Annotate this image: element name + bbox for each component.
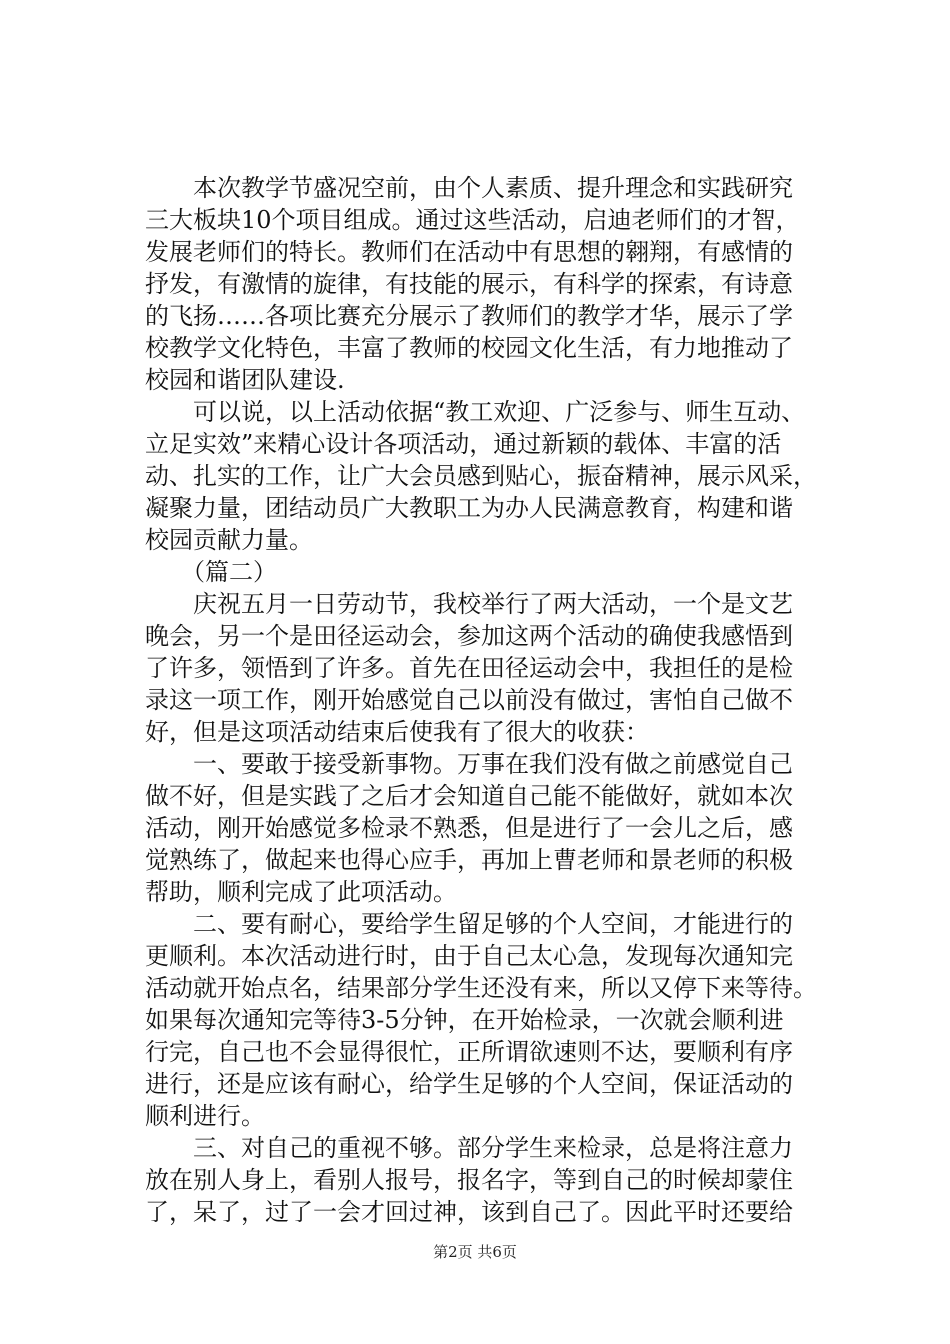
document-body: [145, 172, 835, 1228]
text-line: 顺利进行。: [145, 1102, 265, 1130]
text-line: 了许多，领悟到了许多。首先在田径运动会中，我担任的是检: [145, 654, 793, 682]
text-line: 行完，自己也不会显得很忙，正所谓欲速则不达，要顺利有序: [145, 1038, 793, 1066]
section-heading: （篇二）: [145, 558, 277, 586]
page-footer: 第2页 共6页: [433, 1243, 517, 1261]
text-line: 了，呆了，过了一会才回过神，该到自己了。因此平时还要给: [145, 1198, 793, 1226]
text-line: 活动就开始点名，结果部分学生还没有来，所以又停下来等待。: [145, 974, 817, 1002]
text-line: 校园和谐团队建设.: [145, 366, 345, 394]
text-line: 的飞扬……各项比赛充分展示了教师们的教学才华，展示了学: [145, 302, 793, 330]
text-line: 觉熟练了，做起来也得心应手，再加上曹老师和景老师的积极: [145, 846, 793, 874]
text-line: 录这一项工作，刚开始感觉自己以前没有做过，害怕自己做不: [145, 686, 793, 714]
text-line: 发展老师们的特长。教师们在活动中有思想的翱翔，有感情的: [145, 238, 793, 266]
text-line: 校教学文化特色，丰富了教师的校园文化生活，有力地推动了: [145, 334, 793, 362]
text-line: 庆祝五月一日劳动节，我校举行了两大活动，一个是文艺: [145, 590, 793, 618]
text-line: 凝聚力量，团结动员广大教职工为办人民满意教育，构建和谐: [145, 494, 793, 522]
text-line: 可以说，以上活动依据“教工欢迎、广泛参与、师生互动、: [145, 398, 806, 426]
text-line: 更顺利。本次活动进行时，由于自己太心急，发现每次通知完: [145, 942, 793, 970]
text-line: 抒发，有激情的旋律，有技能的展示，有科学的探索，有诗意: [145, 270, 793, 298]
text-line: 如果每次通知完等待3-5分钟，在开始检录，一次就会顺利进: [145, 1006, 784, 1034]
text-line: 动、扎实的工作，让广大会员感到贴心，振奋精神，展示风采，: [145, 462, 817, 490]
text-line: 校园贡献力量。: [145, 526, 313, 554]
text-line: 进行，还是应该有耐心，给学生足够的个人空间，保证活动的: [145, 1070, 793, 1098]
text-line: 立足实效”来精心设计各项活动，通过新颖的载体、丰富的活: [145, 430, 782, 458]
text-line: 一、要敢于接受新事物。万事在我们没有做之前感觉自己: [145, 750, 793, 778]
text-line: 活动，刚开始感觉多检录不熟悉，但是进行了一会儿之后，感: [145, 814, 793, 842]
text-line: 三大板块10个项目组成。通过这些活动，启迪老师们的才智，: [145, 206, 800, 234]
text-line: 二、要有耐心，要给学生留足够的个人空间，才能进行的: [145, 910, 793, 938]
text-line: 晚会，另一个是田径运动会，参加这两个活动的确使我感悟到: [145, 622, 793, 650]
text-line: 放在别人身上，看别人报号，报名字，等到自己的时候却蒙住: [145, 1166, 793, 1194]
text-line: 做不好，但是实践了之后才会知道自己能不能做好，就如本次: [145, 782, 793, 810]
text-line: 本次教学节盛况空前，由个人素质、提升理念和实践研究: [145, 174, 793, 202]
text-line: 好，但是这项活动结束后使我有了很大的收获：: [145, 718, 649, 746]
text-line: 三、对自己的重视不够。部分学生来检录，总是将注意力: [145, 1134, 793, 1162]
text-line: 帮助，顺利完成了此项活动。: [145, 878, 457, 906]
